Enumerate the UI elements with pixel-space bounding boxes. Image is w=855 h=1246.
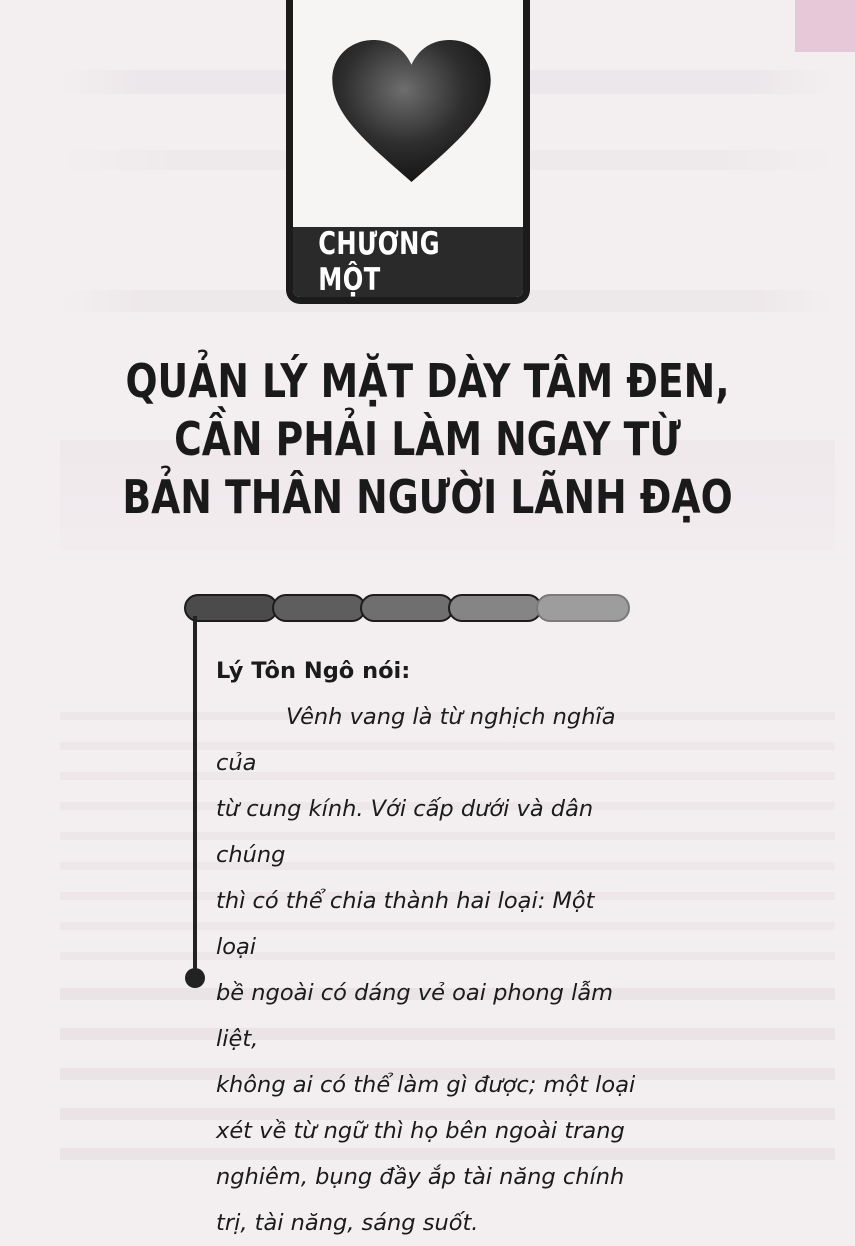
quote-line: thì có thể chia thành hai loại: Một loại [216,888,595,960]
chapter-band [293,227,523,297]
quote-line: từ cung kính. Với cấp dưới và dân chúng [216,796,594,868]
quote-line: xét về từ ngữ thì họ bên ngoài trang [216,1118,625,1144]
chapter-title-line: QUẢN LÝ MẶT DÀY TÂM ĐEN, [125,354,730,408]
chapter-header-card [286,0,530,304]
page-corner-tab [795,0,855,52]
chapter-title [40,352,815,526]
quote-rule-dot [185,968,205,988]
quote-line: trị, tài năng, sáng suốt. [216,1210,479,1236]
quote-line: bề ngoài có dáng vẻ oai phong lẫm liệt, [216,980,614,1052]
chapter-label: CHƯƠNG MỘT [318,226,441,298]
quote-line: không ai có thể làm gì được; một loại [216,1072,636,1098]
quote-rule [193,616,197,974]
bar-segment [536,594,630,622]
chapter-title-line: BẢN THÂN NGƯỜI LÃNH ĐẠO [122,470,733,524]
heart-icon [329,36,494,186]
quote-line: Vênh vang là từ nghịch nghĩa của [216,704,616,776]
quote-body [216,694,636,1246]
quote-author: Lý Tôn Ngô nói: [216,658,411,684]
bar-segment [448,594,542,622]
bar-segment [272,594,366,622]
bar-segment [184,594,278,622]
decorative-segment-bar [184,594,630,622]
bar-segment [360,594,454,622]
quote-line: nghiêm, bụng đầy ắp tài năng chính [216,1164,625,1190]
chapter-title-line: CẦN PHẢI LÀM NGAY TỪ [174,412,681,466]
quote-block [216,648,636,1246]
